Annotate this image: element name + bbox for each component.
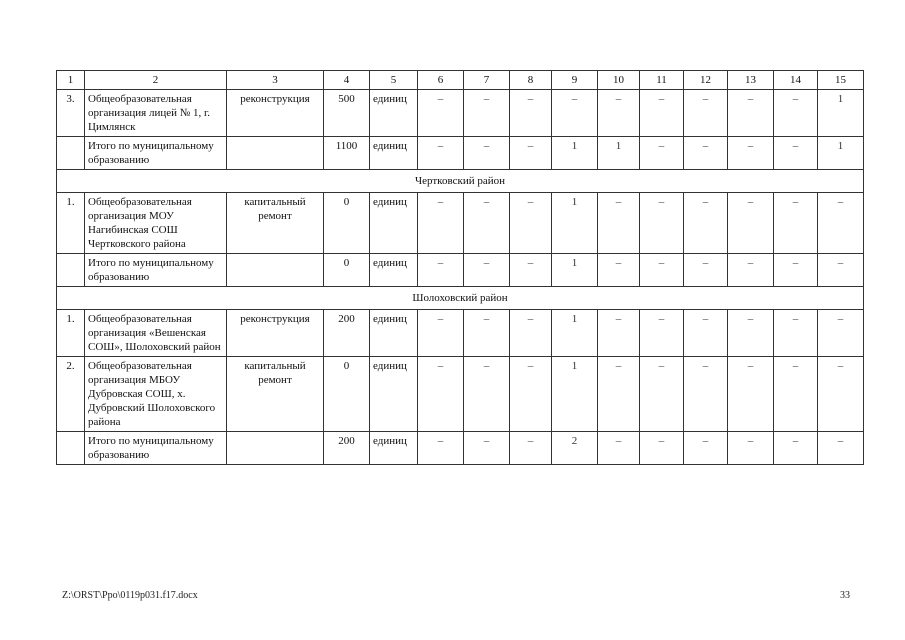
- table-row: [57, 137, 864, 170]
- value-cell-col-12: –: [684, 137, 728, 170]
- value-cell-col-11: –: [640, 357, 684, 432]
- organization-name-cell: Итого по муниципальному образованию: [85, 432, 227, 465]
- row-number-cell: [57, 432, 85, 465]
- value-cell-col-13: –: [728, 357, 774, 432]
- unit-cell: единиц: [370, 90, 418, 137]
- value-cell-col-9: 1: [552, 193, 598, 254]
- value-cell-col-6: –: [418, 432, 464, 465]
- value-cell-col-11: –: [640, 432, 684, 465]
- row-number-cell: 3.: [57, 90, 85, 137]
- column-number-5: 5: [370, 71, 418, 90]
- column-number-4: 4: [324, 71, 370, 90]
- value-cell-col-13: –: [728, 193, 774, 254]
- value-cell-col-6: –: [418, 90, 464, 137]
- file-path-footer: Z:\ORST\Ppo\0119p031.f17.docx: [62, 590, 198, 601]
- table-row: [57, 90, 864, 137]
- value-cell-col-13: –: [728, 90, 774, 137]
- value-cell-col-6: –: [418, 193, 464, 254]
- value-cell-col-8: –: [510, 310, 552, 357]
- row-number-cell: [57, 137, 85, 170]
- unit-cell: единиц: [370, 357, 418, 432]
- value-cell-col-8: –: [510, 137, 552, 170]
- value-cell-col-9: 1: [552, 137, 598, 170]
- unit-cell: единиц: [370, 254, 418, 287]
- value-cell-col-9: 1: [552, 310, 598, 357]
- value-cell-col-14: –: [774, 357, 818, 432]
- value-cell-col-13: –: [728, 254, 774, 287]
- unit-cell: единиц: [370, 310, 418, 357]
- value-cell-col-10: –: [598, 254, 640, 287]
- row-number-cell: 1.: [57, 193, 85, 254]
- column-number-1: 1: [57, 71, 85, 90]
- section-row: [57, 170, 864, 193]
- value-cell-col-6: –: [418, 137, 464, 170]
- value-cell-col-8: –: [510, 90, 552, 137]
- value-cell-col-6: –: [418, 357, 464, 432]
- unit-cell: единиц: [370, 137, 418, 170]
- value-cell-col-15: –: [818, 432, 864, 465]
- value-cell-col-7: –: [464, 357, 510, 432]
- section-title: Шолоховский район: [57, 287, 864, 310]
- organization-name-cell: Итого по муниципальному образованию: [85, 254, 227, 287]
- value-cell-col-11: –: [640, 90, 684, 137]
- section-row: [57, 287, 864, 310]
- value-cell-col-13: –: [728, 137, 774, 170]
- value-cell-col-11: –: [640, 254, 684, 287]
- value-cell-col-12: –: [684, 310, 728, 357]
- capacity-cell: 200: [324, 432, 370, 465]
- value-cell-col-12: –: [684, 432, 728, 465]
- table-row: [57, 254, 864, 287]
- table-body: [57, 71, 864, 465]
- page-number: 33: [840, 590, 850, 601]
- value-cell-col-8: –: [510, 432, 552, 465]
- value-cell-col-15: –: [818, 254, 864, 287]
- value-cell-col-10: –: [598, 90, 640, 137]
- work-type-cell: [227, 432, 324, 465]
- value-cell-col-15: –: [818, 310, 864, 357]
- organization-name-cell: Общеобразовательная организация МБОУ Дубровская СОШ, х. Дубровский Шолоховского района: [85, 357, 227, 432]
- value-cell-col-11: –: [640, 137, 684, 170]
- work-type-cell: реконструкция: [227, 310, 324, 357]
- value-cell-col-9: 2: [552, 432, 598, 465]
- value-cell-col-6: –: [418, 254, 464, 287]
- table-row: [57, 357, 864, 432]
- table-row: [57, 432, 864, 465]
- capacity-cell: 200: [324, 310, 370, 357]
- value-cell-col-14: –: [774, 90, 818, 137]
- value-cell-col-8: –: [510, 254, 552, 287]
- value-cell-col-13: –: [728, 310, 774, 357]
- row-number-cell: 2.: [57, 357, 85, 432]
- organization-name-cell: Общеобразовательная организация МОУ Нагибинская СОШ Чертковского района: [85, 193, 227, 254]
- column-number-14: 14: [774, 71, 818, 90]
- organization-name-cell: Общеобразовательная организация «Вешенская СОШ», Шолоховский район: [85, 310, 227, 357]
- value-cell-col-10: –: [598, 357, 640, 432]
- column-number-10: 10: [598, 71, 640, 90]
- column-number-2: 2: [85, 71, 227, 90]
- capacity-cell: 500: [324, 90, 370, 137]
- value-cell-col-14: –: [774, 193, 818, 254]
- value-cell-col-15: 1: [818, 137, 864, 170]
- organization-name-cell: Итого по муниципальному образованию: [85, 137, 227, 170]
- work-type-cell: капитальный ремонт: [227, 357, 324, 432]
- column-number-3: 3: [227, 71, 324, 90]
- section-title: Чертковский район: [57, 170, 864, 193]
- column-number-15: 15: [818, 71, 864, 90]
- value-cell-col-12: –: [684, 357, 728, 432]
- value-cell-col-10: –: [598, 193, 640, 254]
- value-cell-col-15: 1: [818, 90, 864, 137]
- column-number-9: 9: [552, 71, 598, 90]
- work-type-cell: капитальный ремонт: [227, 193, 324, 254]
- work-type-cell: [227, 137, 324, 170]
- value-cell-col-15: –: [818, 193, 864, 254]
- work-type-cell: [227, 254, 324, 287]
- value-cell-col-8: –: [510, 193, 552, 254]
- capacity-cell: 0: [324, 254, 370, 287]
- value-cell-col-8: –: [510, 357, 552, 432]
- value-cell-col-9: 1: [552, 357, 598, 432]
- value-cell-col-14: –: [774, 310, 818, 357]
- value-cell-col-14: –: [774, 432, 818, 465]
- table-row: [57, 310, 864, 357]
- value-cell-col-13: –: [728, 432, 774, 465]
- capacity-cell: 1100: [324, 137, 370, 170]
- value-cell-col-10: –: [598, 432, 640, 465]
- value-cell-col-7: –: [464, 254, 510, 287]
- unit-cell: единиц: [370, 193, 418, 254]
- unit-cell: единиц: [370, 432, 418, 465]
- value-cell-col-15: –: [818, 357, 864, 432]
- value-cell-col-6: –: [418, 310, 464, 357]
- value-cell-col-12: –: [684, 193, 728, 254]
- value-cell-col-10: 1: [598, 137, 640, 170]
- capacity-cell: 0: [324, 357, 370, 432]
- value-cell-col-14: –: [774, 254, 818, 287]
- value-cell-col-12: –: [684, 90, 728, 137]
- value-cell-col-7: –: [464, 432, 510, 465]
- value-cell-col-10: –: [598, 310, 640, 357]
- row-number-cell: [57, 254, 85, 287]
- value-cell-col-9: 1: [552, 254, 598, 287]
- column-number-6: 6: [418, 71, 464, 90]
- value-cell-col-12: –: [684, 254, 728, 287]
- value-cell-col-9: –: [552, 90, 598, 137]
- value-cell-col-7: –: [464, 90, 510, 137]
- value-cell-col-7: –: [464, 310, 510, 357]
- organization-name-cell: Общеобразовательная организация лицей № 1, г. Цимлянск: [85, 90, 227, 137]
- column-number-12: 12: [684, 71, 728, 90]
- capacity-cell: 0: [324, 193, 370, 254]
- row-number-cell: 1.: [57, 310, 85, 357]
- column-number-row: [57, 71, 864, 90]
- value-cell-col-11: –: [640, 193, 684, 254]
- program-table: [56, 70, 864, 465]
- column-number-11: 11: [640, 71, 684, 90]
- value-cell-col-11: –: [640, 310, 684, 357]
- value-cell-col-7: –: [464, 137, 510, 170]
- column-number-13: 13: [728, 71, 774, 90]
- work-type-cell: реконструкция: [227, 90, 324, 137]
- value-cell-col-14: –: [774, 137, 818, 170]
- column-number-8: 8: [510, 71, 552, 90]
- table-row: [57, 193, 864, 254]
- value-cell-col-7: –: [464, 193, 510, 254]
- column-number-7: 7: [464, 71, 510, 90]
